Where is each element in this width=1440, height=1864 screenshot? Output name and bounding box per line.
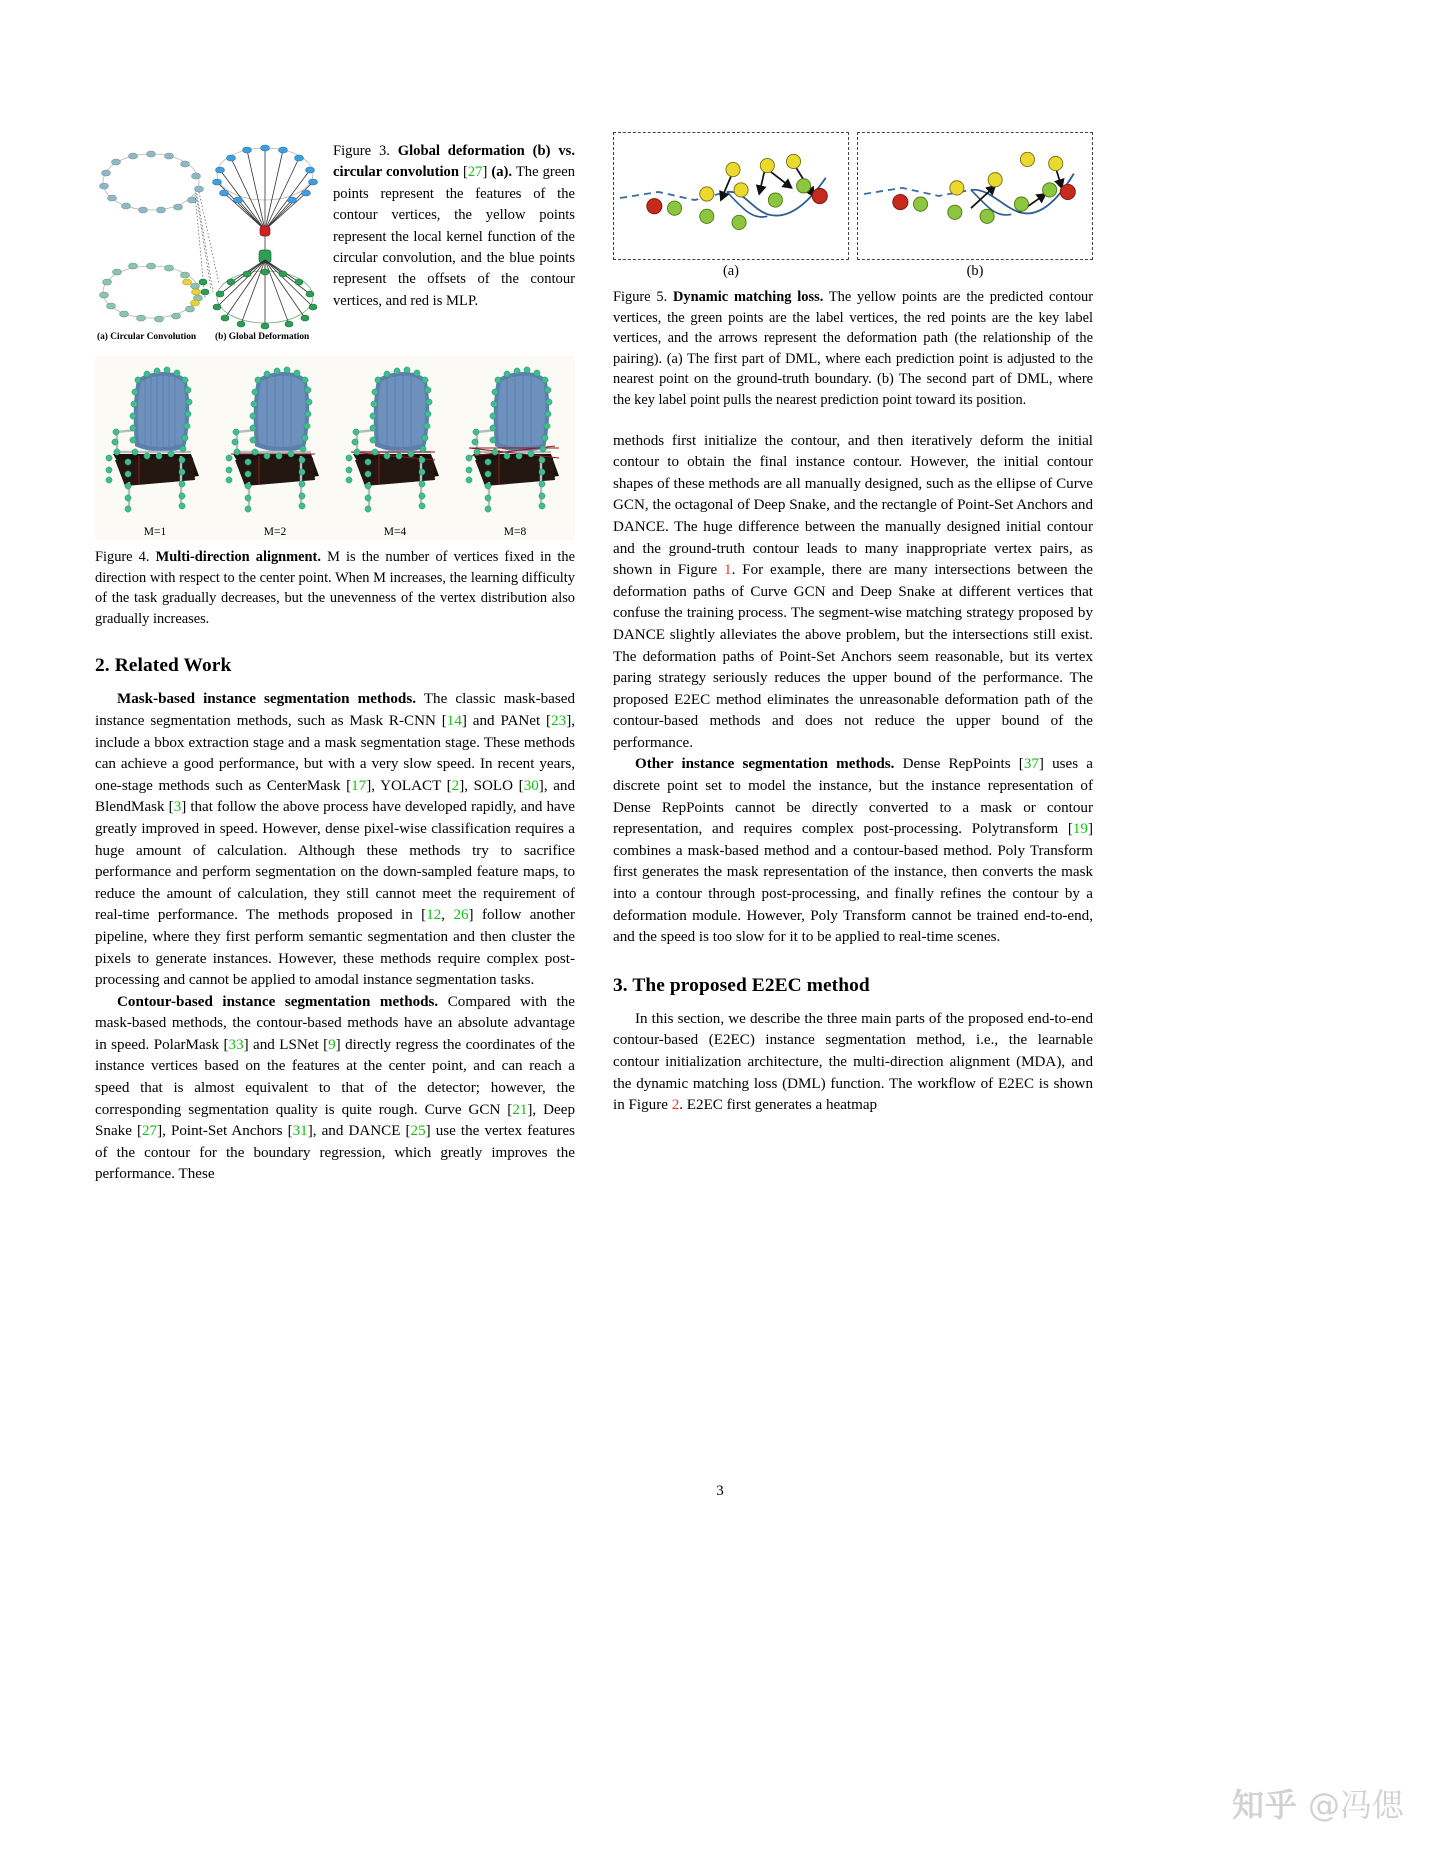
paragraph-other-methods [613,754,1093,948]
paragraph-contour-based [95,992,575,1186]
citation-link[interactable]: 12 [426,907,442,924]
citation-link[interactable]: 37 [1023,756,1039,773]
circular-convolution-diagram [100,151,220,322]
figure-5-panel-labels [613,260,1093,280]
figure-4-caption [95,547,575,629]
figure-4-image [95,356,575,540]
figure-5-caption-label: Figure 5. [613,289,668,305]
two-column-layout [95,132,1345,1462]
chair-panel-1 [95,356,215,540]
paragraph-body-contour-based: Compared with the mask-based methods, the contour-based methods have an absolute advantage in speed. PolarMask [33] and LSNet [9] directly regress the coordinates of the instance vertices based on the features at the center point, and can reach a speed that is almost equivalent to that of the detector; however, the corresponding segmentation quality is quite rough. Curve GCN [21], Deep Snake [27], Point-Set Anchors [31], and DANCE [25] use the vertex features of the contour for the boundary regression, which greatly improves the performance. These [95,993,575,1183]
figure-5-label-b: (b) [966,263,984,279]
citation-link[interactable]: 2 [671,1097,680,1114]
page-number: 3 [716,1483,724,1499]
figure-5-image [613,132,1093,260]
watermark-logo: 知乎 [1231,1786,1298,1824]
watermark-username: @冯偲 [1307,1786,1404,1824]
global-deformation-diagram [213,145,318,329]
figure-3-caption-bold-lead: Global deformation (b) vs. circular convolution [333,143,575,181]
figure-4-panel-label-1: M=1 [143,526,167,538]
figure-3-citation[interactable]: 27 [467,164,483,181]
chair-panel-3 [335,356,455,540]
citation-link[interactable]: 25 [410,1123,426,1140]
figure-3-svg [95,132,323,342]
watermark [1232,1780,1404,1826]
paragraph-contour-continued [613,431,1093,755]
paragraph-body-mask-based: The classic mask-based instance segmentation methods, such as Mask R-CNN [14] and PANet [23], include a bbox extraction stage and a mask segmentation stage. These methods can achieve a good performance, but with a very slow speed. In recent years, one-stage methods such as CenterMask [17], YOLACT [2], SOLO [30], and BlendMask [3] that follow the above process have developed rapidly, and have greatly improved in speed. However, dense pixel-wise classification requires a huge amount of calculation. Although these methods try to sacrifice performance and perform segmentation on the down-sampled feature maps, to reduce the amount of calculation, they still cannot meet the requirement of real-time performance. The methods proposed in [12, 26] follow another pipeline, where they first perform semantic segmentation and then cluster the pixels to generate instances. However, these methods require complex post-processing and cannot be applied to amodal instance segmentation tasks. [95,691,576,989]
chair-panel-4 [455,356,575,540]
citation-link[interactable]: 14 [446,712,462,729]
figure-3-caption-rest: The green points represent the features of the contour vertices, the yellow points represent the local kernel function of the circular convolution, and the blue points represent the offsets of the contour vertices, and red is MLP. [333,164,576,309]
figure-4-panel-label-3: M=4 [383,526,407,538]
paragraph-lead-mask-based: Mask-based instance segmentation methods. [117,691,416,708]
figure-5-label-a: (a) [723,263,739,279]
paragraph-lead-contour-based: Contour-based instance segmentation methods. [117,993,439,1010]
figure-3 [95,132,575,342]
figure-3-image [95,132,323,342]
citation-link[interactable]: 9 [328,1036,336,1053]
figure-4-caption-rest: M is the number of vertices fixed in the direction with respect to the center point. When M increases, the learning difficulty of the task gradually decreases, but the unevenness of the vertex distribution also gradually increases. [95,549,575,627]
figure-5-panel-b [857,132,1093,260]
figure-3-caption-label: Figure 3. [333,143,390,159]
citation-link[interactable]: 26 [453,907,469,924]
figure-5-caption [613,287,1093,411]
paragraph-mask-based [95,689,575,991]
paragraph-body-contour-continued: methods first initialize the contour, and then iteratively deform the initial contour to obtain the final instance contour. However, the initial contour shapes of these methods are all manually designed, such as the ellipse of Curve GCN, the octagonal of Deep Snake, and the rectangle of Point-Set Anchors and DANCE. The huge difference between the manually designed initial contour and the ground-truth contour leads to many inappropriate vertex pairs, as shown in Figure 1. For example, there are many intersections between the deformation paths of Curve GCN and Deep Snake at different vertices that confuse the training process. The segment-wise matching strategy proposed by DANCE slightly alleviates the above problem, but the intersections still exist. The deformation paths of Point-Set Anchors seem reasonable, but its vertex paring strategy seriously reduces the upper bound of the performance. The proposed E2EC method eliminates the unreasonable deformation path of the contour-based methods and does not reduce the upper bound of the performance. [613,432,1093,751]
section-heading-proposed-method: 3. The proposed E2EC method [613,974,870,996]
citation-link[interactable]: 1 [724,562,732,579]
figure-5-panel-a [613,132,849,260]
citation-link[interactable]: 19 [1072,821,1088,838]
citation-link[interactable]: 2 [451,777,460,794]
paragraph-lead-other-methods: Other instance segmentation methods. [635,756,895,773]
figure-4-caption-label: Figure 4. [95,549,150,565]
citation-link[interactable]: 33 [228,1036,244,1053]
figure-5-caption-rest: The yellow points are the predicted contour vertices, the green points are the label vertices, the red points are the key label vertices, and the arrows represent the deformation path (the relationship of the pairing). (a) The first part of DML, where each prediction point is adjusted to the nearest point on the ground-truth boundary. (b) The second part of DML, where the key label point pulls the nearest prediction point toward its position. [613,289,1093,408]
figure-3-caption-column [333,132,575,312]
citation-link[interactable]: 27 [141,1123,158,1140]
section-heading-related-work: 2. Related Work [95,655,232,677]
figure-4-caption-bold-lead: Multi-direction alignment. [155,549,321,565]
figure-3-caption: Figure 3. Global deformation (b) vs. circular convolution [27] (a). The green points represent the features of the contour vertices, the yellow points represent the local kernel function of the circular convolution, and the blue points represent the offsets of the contour vertices, and red is MLP. [333,143,576,309]
paragraph-body-other-methods: Dense RepPoints [37] uses a discrete point set to model the instance, but the instance representation of Dense RepPoints cannot be directly converted to a mask or contour representation, and requires complex post-processing. Polytransform [19] combines a mask-based method and a contour-based method. Poly Transform first generates the mask representation of the instance, then converts the mask into a contour through post-processing, and finally refines the contour by a deformation module. However, Poly Transform cannot be trained end-to-end, and the speed is too slow for it to be applied to real-time scenes. [613,756,1093,946]
paragraph-proposed-intro [613,1009,1093,1117]
citation-link[interactable]: 21 [512,1101,528,1118]
figure-3-caption-bold-tail: (a). [491,164,513,181]
figure-3-subcaption-b: (b) Global Deformation [215,332,310,342]
paragraph-body-proposed-intro: In this section, we describe the three main parts of the proposed end-to-end contour-based (E2EC) instance segmentation method, i.e., the learnable contour initialization architecture, the multi-direction alignment (MDA), and the dynamic matching loss (DML) function. The workflow of E2EC is shown in Figure 2. E2EC first generates a heatmap [613,1010,1093,1114]
right-column [613,132,1093,1462]
left-column [95,132,575,1462]
figure-4-panel-label-2: M=2 [263,526,287,538]
citation-link[interactable]: 17 [351,777,367,794]
citation-link[interactable]: 30 [523,777,539,794]
figure-3-subcaption-a: (a) Circular Convolution [97,332,197,342]
chair-panel-2 [215,356,335,540]
citation-link[interactable]: 3 [173,799,182,816]
citation-link[interactable]: 31 [292,1123,308,1140]
figure-5-caption-bold-lead: Dynamic matching loss. [672,289,824,305]
figure-4-panel-label-4: M=8 [503,526,527,538]
citation-link[interactable]: 23 [551,712,567,729]
